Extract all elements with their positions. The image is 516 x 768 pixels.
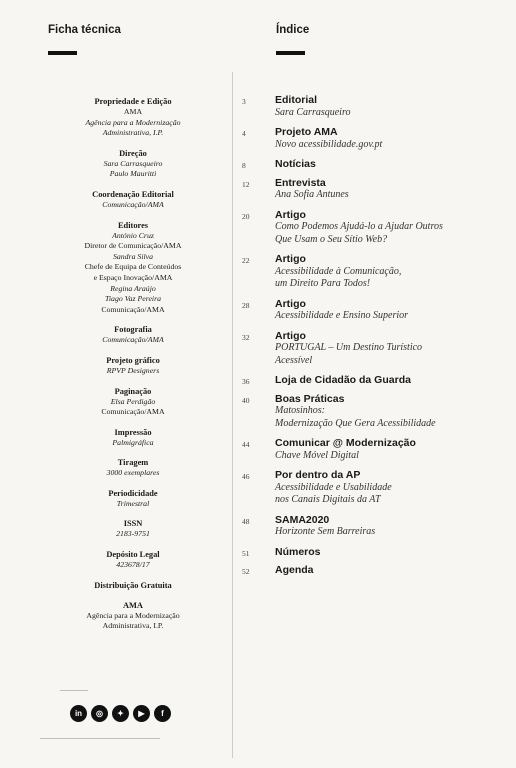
credit-title: Propriedade e Edição <box>94 97 172 106</box>
credit-block <box>40 457 226 479</box>
toc-entry[interactable] <box>242 437 502 462</box>
toc-page-number: 52 <box>242 567 250 576</box>
toc-title: Entrevista <box>275 176 326 189</box>
scan-artifact <box>40 738 160 739</box>
toc-title: Notícias <box>275 158 316 170</box>
credit-line: 2183-9751 <box>116 529 150 539</box>
credit-line: Comunicação/AMA <box>101 304 165 314</box>
toc-page-number: 40 <box>242 395 250 405</box>
credit-line: RPVP Designers <box>106 365 160 375</box>
credit-title: AMA <box>122 600 143 610</box>
credit-title: Editores <box>117 220 149 230</box>
toc-subtitle: PORTUGAL – Um Destino Turístico <box>275 342 423 353</box>
credit-line: Sandra Silva <box>112 251 154 261</box>
toc-subtitle: Horizonte Sem Barreiras <box>275 526 376 537</box>
credit-line: AMA <box>123 107 143 116</box>
toc-title: Artigo <box>275 329 306 342</box>
toc-subtitle: Chave Móvel Digital <box>275 449 359 461</box>
toc-subtitle: Acessível <box>275 354 313 366</box>
credit-title: Distribuição Gratuita <box>94 580 172 590</box>
credit-block <box>40 324 226 346</box>
credit-line: Comunicação/AMA <box>102 335 164 345</box>
toc-entry[interactable] <box>242 158 502 171</box>
toc-subtitle: Acessibilidade à Comunicação, <box>275 265 402 277</box>
toc-title: Números <box>275 545 321 558</box>
toc-title: Loja de Cidadão da Guarda <box>275 374 411 386</box>
toc-subtitle: Acessibilidade e Usabilidade <box>275 481 392 493</box>
scan-artifact <box>60 690 88 691</box>
toc-title: Artigo <box>275 253 306 265</box>
toc-page-number: 48 <box>242 516 250 526</box>
toc-title: Comunicar @ Modernização <box>275 437 416 449</box>
credit-block <box>40 148 226 180</box>
credit-title: Depósito Legal <box>106 550 160 560</box>
toc-title: Editorial <box>275 94 318 106</box>
credit-block <box>40 518 226 540</box>
heading-underline-right <box>276 51 305 55</box>
toc-subtitle: Modernização Que Gera Acessibilidade <box>275 417 436 429</box>
toc-entry[interactable] <box>242 469 502 507</box>
credit-block <box>40 427 226 449</box>
credit-block <box>40 355 226 377</box>
facebook-icon[interactable]: f <box>154 705 171 722</box>
credit-line: Comunicação/AMA <box>102 199 164 209</box>
toc-title: Projeto AMA <box>275 126 338 138</box>
toc-entry[interactable] <box>242 94 502 119</box>
credit-line: 423678/17 <box>116 560 150 570</box>
toc-entry[interactable] <box>242 209 502 247</box>
credit-block <box>40 600 226 632</box>
toc-entry[interactable] <box>242 298 502 323</box>
toc-title: Artigo <box>275 208 306 221</box>
toc-subtitle: Que Usam o Seu Sítio Web? <box>275 233 388 245</box>
social-icons <box>70 705 171 722</box>
indice-heading: Índice <box>276 24 310 36</box>
credit-line: Diretor de Comunicação/AMA <box>84 241 182 251</box>
toc-entry[interactable] <box>242 514 502 539</box>
ficha-tecnica-heading: Ficha técnica <box>48 24 121 36</box>
credit-line: Elsa Perdigão <box>110 396 156 406</box>
toc-page-number: 51 <box>242 548 250 558</box>
toc-page-number: 36 <box>242 377 250 386</box>
toc-page-number: 22 <box>242 256 250 265</box>
credit-line: Paulo Mauritti <box>109 169 157 179</box>
toc-subtitle: Novo acessibilidade.gov.pt <box>275 138 383 150</box>
credit-line: e Espaço Inovação/AMA <box>93 272 173 282</box>
credit-title: Direção <box>119 148 147 158</box>
toc-entry[interactable] <box>242 546 502 559</box>
credits-column <box>40 96 226 641</box>
youtube-icon[interactable]: ▶ <box>133 705 150 722</box>
credit-line: Regina Araújo <box>110 283 156 293</box>
credit-title: Fotografia <box>114 325 152 335</box>
linkedin-icon[interactable]: in <box>70 705 87 722</box>
toc-page-number: 20 <box>242 211 250 221</box>
toc-entry[interactable] <box>242 393 502 431</box>
toc-page-number: 44 <box>242 440 250 449</box>
credit-block <box>40 96 226 139</box>
toc-subtitle: nos Canais Digitais da AT <box>275 494 381 505</box>
credit-line: Trimestral <box>116 498 150 508</box>
credit-line: Administrativa, I.P. <box>102 621 164 631</box>
toc-title: Agenda <box>275 564 314 576</box>
credit-line: Sara Carrasqueiro <box>103 158 163 168</box>
credit-line: Palmigráfica <box>112 437 154 447</box>
credit-title: Impressão <box>114 427 152 437</box>
credit-block <box>40 580 226 591</box>
toc-entry[interactable] <box>242 330 502 368</box>
toc-title: Artigo <box>275 297 306 310</box>
heading-underline-left <box>48 51 77 55</box>
credit-line: 3000 exemplares <box>106 468 160 478</box>
toc-subtitle: um Direito Para Todos! <box>275 278 371 289</box>
toc-page-number: 8 <box>242 161 246 170</box>
credit-title: Periodicidade <box>108 488 158 498</box>
credit-block <box>40 189 226 211</box>
credit-line: Chefe de Equipa de Conteúdos <box>84 262 182 272</box>
credit-line: António Cruz <box>112 230 154 240</box>
toc-subtitle: Acessibilidade e Ensino Superior <box>275 310 409 321</box>
instagram-icon[interactable]: ◎ <box>91 705 108 722</box>
toc-page-number: 4 <box>242 129 246 138</box>
credit-block <box>40 386 226 418</box>
toc-subtitle: Sara Carrasqueiro <box>275 106 351 118</box>
toc-subtitle: Matosinhos: <box>275 405 325 416</box>
credit-line: Agência para a Modernização <box>85 117 181 127</box>
twitter-icon[interactable]: ✦ <box>112 705 129 722</box>
toc-title: SAMA2020 <box>275 513 330 526</box>
toc-page-number: 46 <box>242 472 250 481</box>
table-of-contents <box>242 94 502 583</box>
toc-page-number: 12 <box>242 179 250 189</box>
credit-title: Tiragem <box>117 458 149 468</box>
toc-entry[interactable] <box>242 177 502 202</box>
toc-entry[interactable] <box>242 253 502 291</box>
credit-line: Administrativa, I.P. <box>102 128 164 138</box>
credit-line: Comunicação/AMA <box>101 407 165 417</box>
credit-block <box>40 488 226 510</box>
toc-page-number: 3 <box>242 97 246 106</box>
column-divider <box>232 72 233 758</box>
credit-title: Coordenação Editorial <box>92 189 174 199</box>
credit-line: Agência para a Modernização <box>86 610 180 620</box>
credit-title: Paginação <box>114 386 152 396</box>
toc-page-number: 32 <box>242 332 250 342</box>
toc-title: Por dentro da AP <box>275 469 361 481</box>
credit-block <box>40 220 226 316</box>
toc-title: Boas Práticas <box>275 392 345 405</box>
toc-page-number: 28 <box>242 300 250 310</box>
credit-block <box>40 549 226 571</box>
credit-line: Tiago Vaz Pereira <box>104 294 162 304</box>
credit-title: ISSN <box>123 519 143 529</box>
toc-entry[interactable] <box>242 126 502 151</box>
credit-title: Projeto gráfico <box>106 355 160 365</box>
toc-entry[interactable] <box>242 374 502 387</box>
toc-subtitle: Como Podemos Ajudá-lo a Ajudar Outros <box>275 221 443 232</box>
toc-entry[interactable] <box>242 564 502 577</box>
toc-subtitle: Ana Sofia Antunes <box>275 189 349 200</box>
